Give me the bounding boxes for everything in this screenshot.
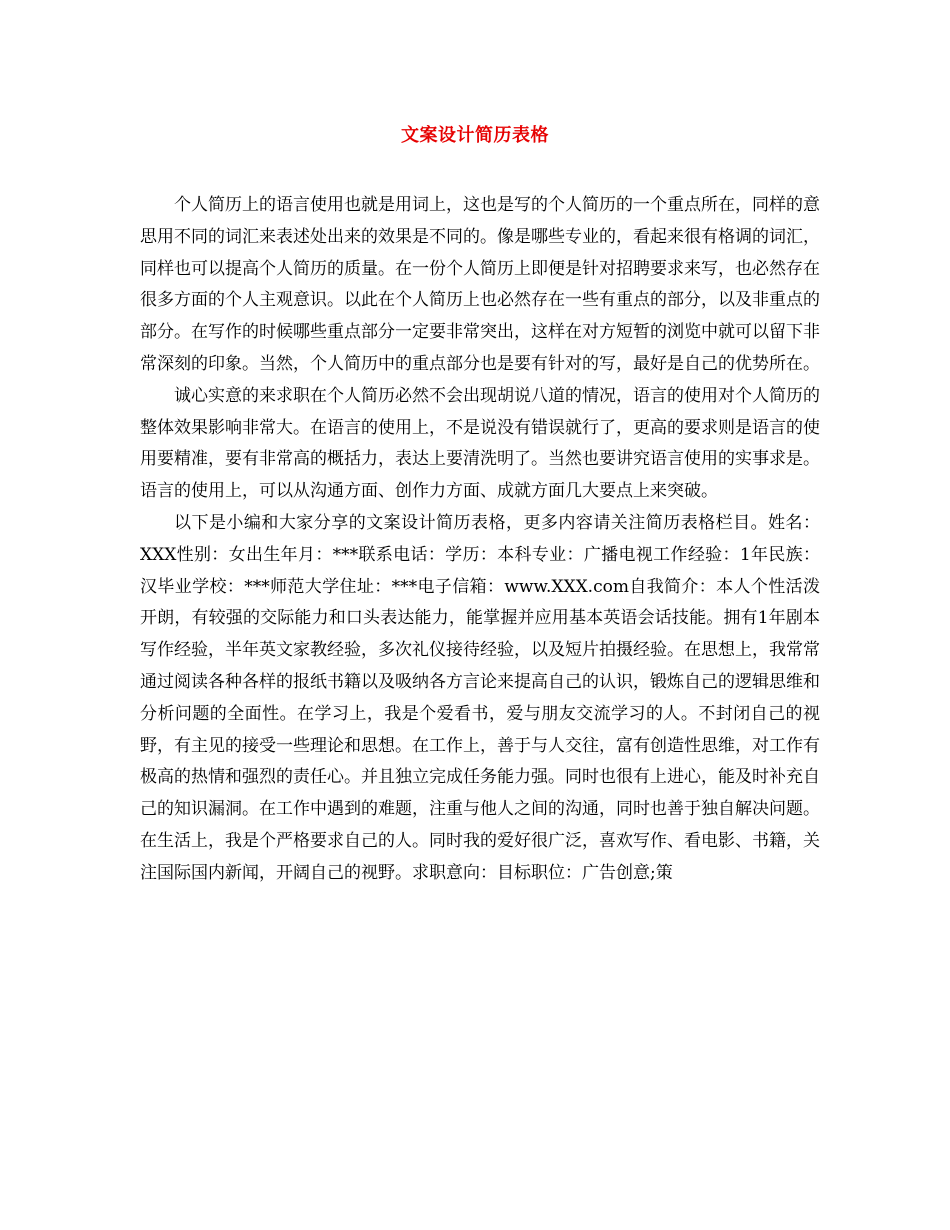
paragraph-1: 个人简历上的语言使用也就是用词上，这也是写的个人简历的一个重点所在，同样的意思用不同的词汇来表述处出来的效果是不同的。像是哪些专业的，看起来很有格调的词汇，同样也可以提高个人简历的质量。在一份个人简历上即便是针对招聘要求来写，也必然存在很多方面的个人主观意识。以此在个人简历上也必然存在一些有重点的部分，以及非重点的部分。在写作的时候哪些重点部分一定要非常突出，这样在对方短暂的浏览中就可以留下非常深刻的印象。当然，个人简历中的重点部分也是要有针对的写，最好是自己的优势所在。 xyxy=(140,195,820,374)
paragraph-2: 诚心实意的来求职在个人简历必然不会出现胡说八道的情况，语言的使用对个人简历的整体效果影响非常大。在语言的使用上，不是说没有错误就行了，更高的要求则是语言的使用要精准，要有非常高的概括力，表达上要清洗明了。当然也要讲究语言使用的实事求是。语言的使用上，可以从沟通方面、创作力方面、成就方面几大要点上来突破。 xyxy=(140,385,820,502)
paragraph-3: 以下是小编和大家分享的文案设计简历表格，更多内容请关注简历表格栏目。姓名：XXX性别：女出生年月：***联系电话：学历：本科专业：广播电视工作经验：1年民族：汉毕业学校：***师范大学住址：***电子信箱：www.XXX.com自我简介：本人个性活泼开朗，有较强的交际能力和口头表达能力，能掌握并应用基本英语会话技能。拥有1年剧本写作经验，半年英文家教经验，多次礼仪接待经验，以及短片拍摄经验。在思想上，我常常通过阅读各种各样的报纸书籍以及吸纳各方言论来提高自己的认识，锻炼自己的逻辑思维和分析问题的全面性。在学习上，我是个爱看书，爱与朋友交流学习的人。不封闭自己的视野，有主见的接受一些理论和思想。在工作上，善于与人交往，富有创造性思维，对工作有极高的热情和强烈的责任心。并且独立完成任务能力强。同时也很有上进心，能及时补充自己的知识漏洞。在工作中遇到的难题，注重与他人之间的沟通，同时也善于独自解决问题。在生活上，我是个严格要求自己的人。同时我的爱好很广泛，喜欢写作、看电影、书籍，关注国际国内新闻，开阔自己的视野。求职意向：目标职位：广告创意;策 xyxy=(140,512,820,883)
document-body xyxy=(140,190,820,890)
document-title: 文案设计简历表格 xyxy=(401,125,549,146)
